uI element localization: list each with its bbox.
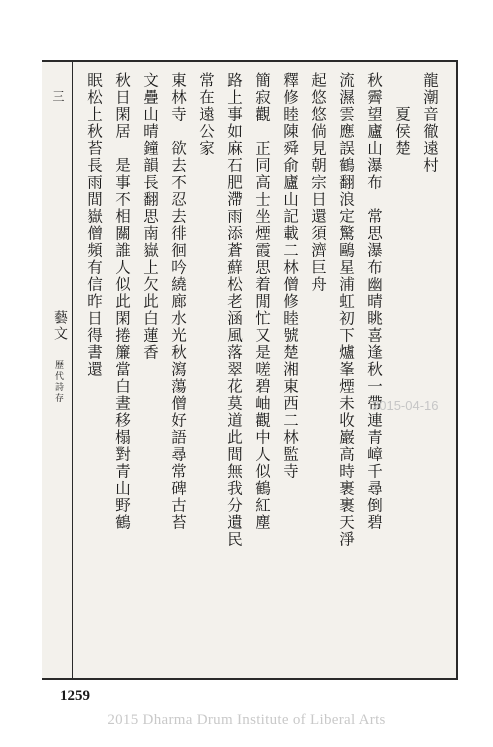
text-column: 起悠悠倘見朝宗日還須濟巨舟	[309, 72, 327, 293]
text-column: 釋修睦陳舜俞廬山記載二林僧修睦號楚湘東西二林監寺	[281, 72, 299, 480]
bottom-rule	[42, 678, 458, 680]
text-column: 路上事如麻石肥滯雨添蒼蘚松老涵風落翠花莫道此間無我分遺民	[225, 72, 243, 548]
date-stamp: 2015-04-16	[372, 398, 439, 413]
side-margin	[42, 60, 72, 680]
top-rule	[42, 60, 458, 62]
text-column: 秋日閑居 是事不相關誰人似此閑捲簾當白晝移榻對青山野鶴	[113, 72, 131, 531]
text-column: 流濕雲應誤鶴翻浪定驚鷗星浦虹初下爐峯煙未收巖高時裹裹天淨	[337, 72, 355, 548]
text-column: 東林寺 欲去不忍去徘徊吟繞廊水光秋瀉蕩僧好語尋常碑古苔	[169, 72, 187, 531]
page-scan	[42, 60, 458, 680]
right-rule	[456, 60, 458, 680]
side-mark-top: 三	[51, 90, 65, 104]
text-column: 眠松上秋苔長雨間嶽僧頻有信昨日得書還	[85, 72, 103, 378]
side-subtitle: 歷代詩存	[53, 360, 63, 404]
text-column: 常在遠公家	[197, 72, 215, 157]
text-column: 秋霽望廬山瀑布 常思瀑布幽晴眺喜逢秋一帶連青嶂千尋倒碧	[365, 72, 383, 531]
sideband-rule	[72, 60, 73, 680]
page-number: 1259	[60, 688, 90, 704]
side-label: 藝文	[52, 310, 68, 342]
text-column: 夏侯楚	[393, 72, 411, 157]
footer-watermark: 2015 Dharma Drum Institute of Liberal Arts	[107, 712, 386, 728]
text-column: 文疊山晴鐘韻長翻思南嶽上欠此白蓮香	[141, 72, 159, 361]
text-column: 龍潮音徹遠村	[421, 72, 439, 174]
text-column: 簡寂觀 正同高士坐煙霞思着閒忙又是嗟碧岫觀中人似鶴紅塵	[253, 72, 271, 531]
